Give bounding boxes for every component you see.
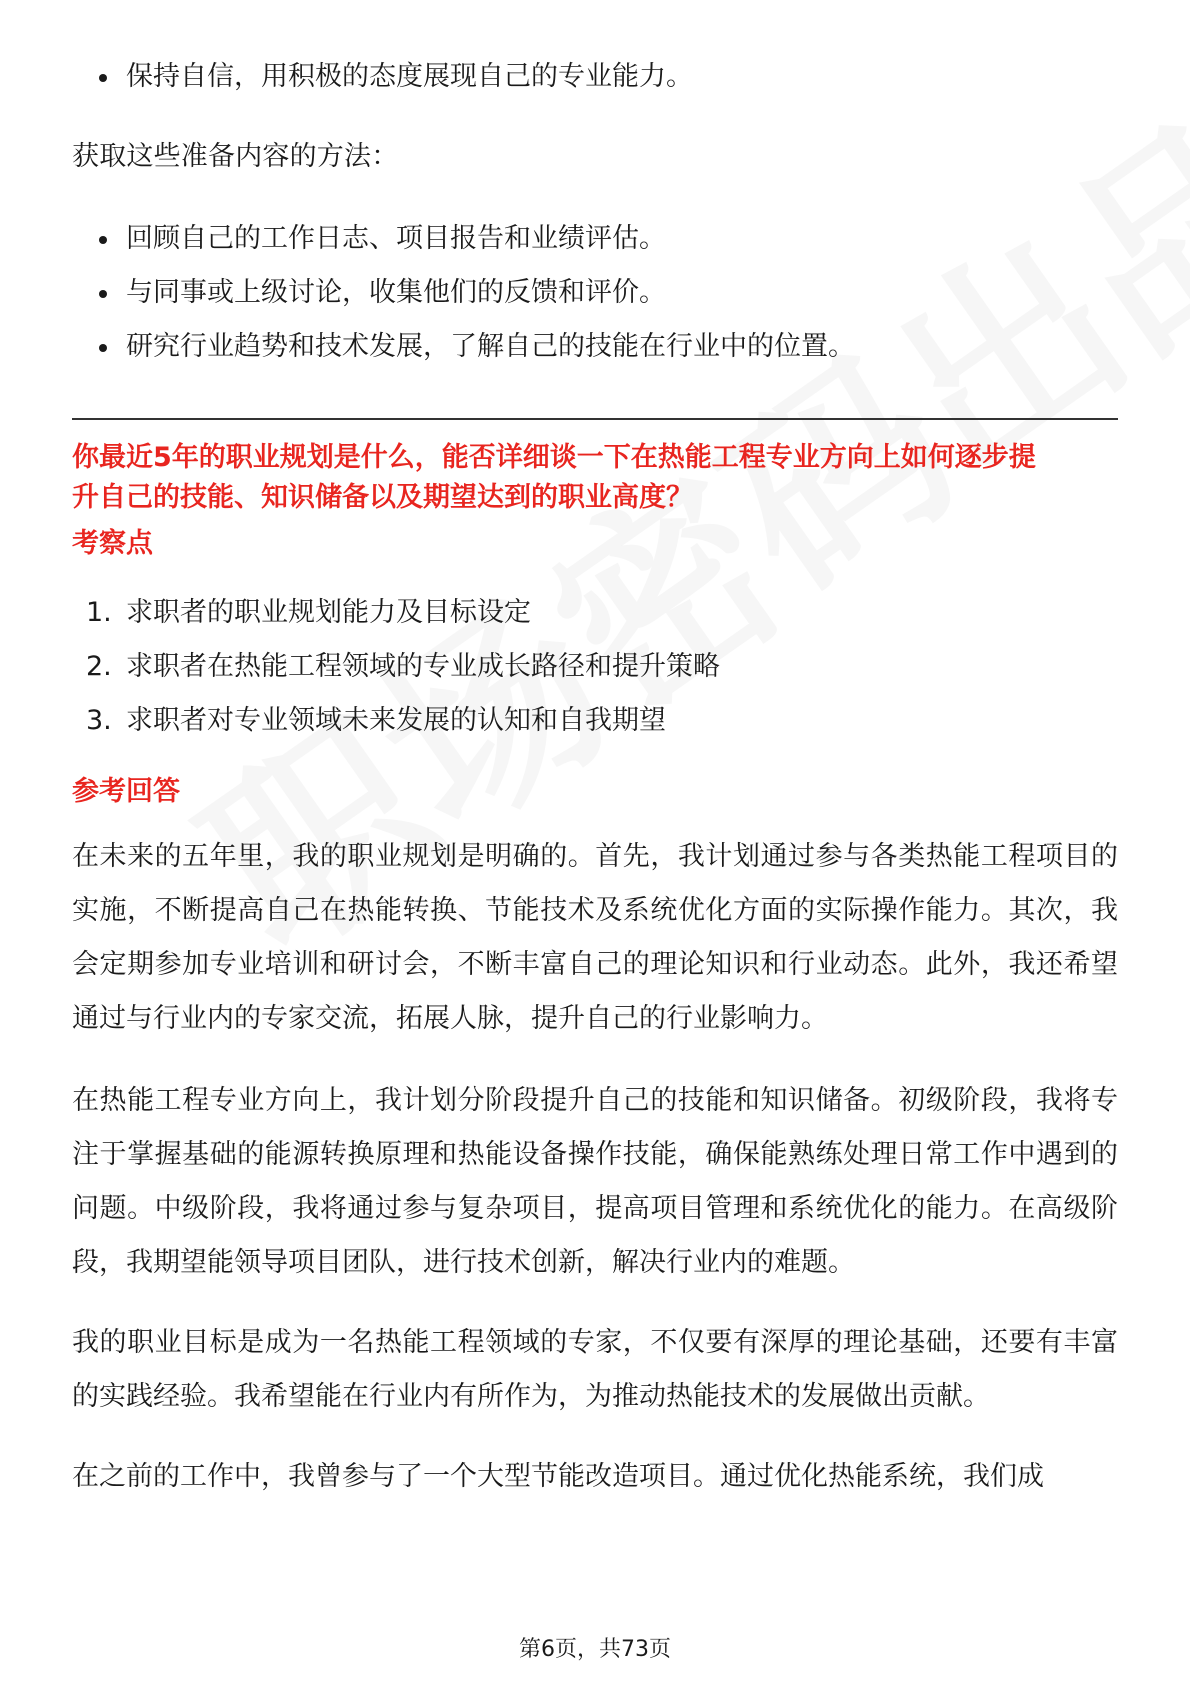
list-item: 研究行业趋势和技术发展，了解自己的技能在行业中的位置。 [72,318,1118,376]
intro-bullet-list [72,48,1118,106]
question-line-1: 你最近5年的职业规划是什么，能否详细谈一下在热能工程专业方向上如何逐步提 [72,442,1036,473]
methods-list [72,210,1118,376]
assessment-title: 考察点 [72,528,153,559]
interview-question [72,438,1118,518]
answer-paragraph: 我的职业目标是成为一名热能工程领域的专家，不仅要有深厚的理论基础，还要有丰富的实践经验。我希望能在行业内有所作为，为推动热能技术的发展做出贡献。 [72,1327,1118,1412]
page-footer: 第6页，共73页 [519,1637,671,1662]
list-number: 1. [86,597,112,628]
list-item: 回顾自己的工作日志、项目报告和业绩评估。 [72,210,1118,268]
document-page [72,0,1118,1684]
answer-title: 参考回答 [72,776,180,807]
list-item: 与同事或上级讨论，收集他们的反馈和评价。 [72,264,1118,322]
answer-paragraph: 在热能工程专业方向上，我计划分阶段提升自己的技能和知识储备。初级阶段，我将专注于掌握基础的能源转换原理和热能设备操作技能，确保能熟练处理日常工作中遇到的问题。中级阶段，我将通过参与复杂项目，提高项目管理和系统优化的能力。在高级阶段，我期望能领导项目团队，进行技术创新，解决行业内的难题。 [72,1085,1118,1278]
list-item: 保持自信，用积极的态度展现自己的专业能力。 [72,48,1118,106]
list-number: 2. [86,651,112,682]
list-text: 求职者在热能工程领域的专业成长路径和提升策略 [126,651,720,682]
answer-paragraph: 在之前的工作中，我曾参与了一个大型节能改造项目。通过优化热能系统，我们成 [72,1461,1044,1492]
section-divider [72,418,1118,420]
list-item [72,692,1118,750]
list-number: 3. [86,705,112,736]
list-text: 求职者对专业领域未来发展的认知和自我期望 [126,705,666,736]
list-item [72,584,1118,642]
list-item [72,638,1118,696]
list-text: 求职者的职业规划能力及目标设定 [126,597,531,628]
question-line-2: 升自己的技能、知识储备以及期望达到的职业高度？ [72,482,693,513]
answer-paragraph: 在未来的五年里，我的职业规划是明确的。首先，我计划通过参与各类热能工程项目的实施，不断提高自己在热能转换、节能技术及系统优化方面的实际操作能力。其次，我会定期参加专业培训和研讨会，不断丰富自己的理论知识和行业动态。此外，我还希望通过与行业内的专家交流，拓展人脉，提升自己的行业影响力。 [72,841,1118,1034]
methods-heading: 获取这些准备内容的方法： [72,141,399,172]
assessment-list [72,584,1118,750]
